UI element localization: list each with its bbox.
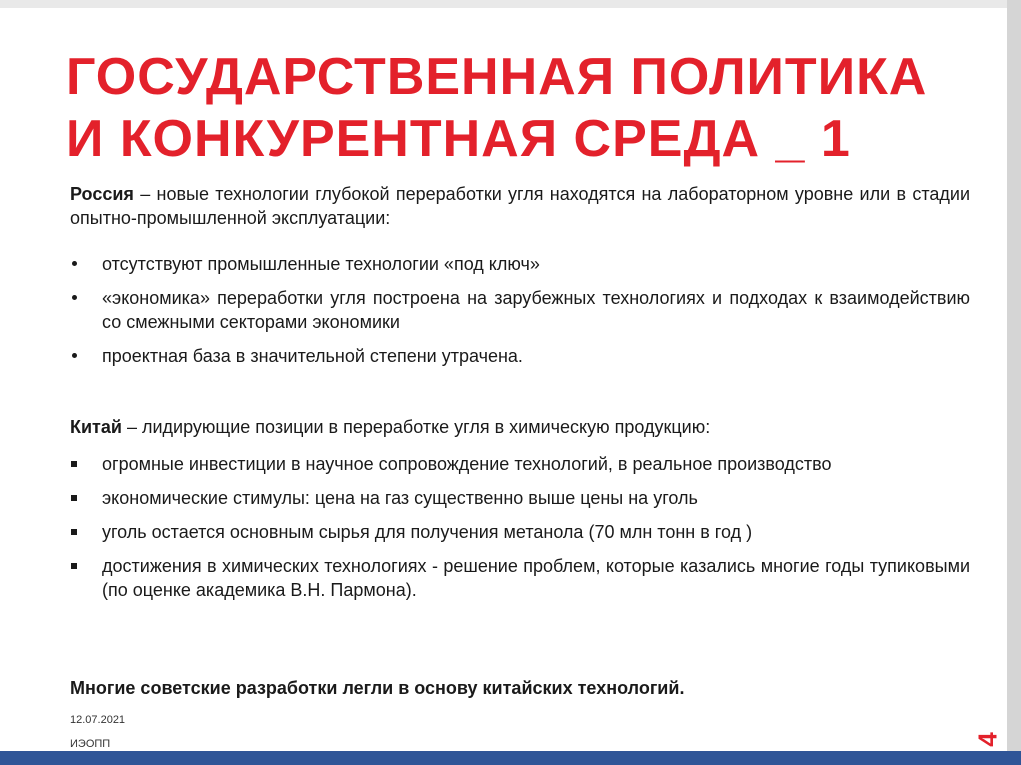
- russia-intro-text: – новые технологии глубокой переработки угля находятся на лабораторном уровне или в стадии опытно-промышленной эксплуатации:: [70, 184, 970, 228]
- conclusion-text: Многие советские разработки легли в основу китайских технологий.: [70, 678, 685, 698]
- slide-title: [66, 46, 996, 170]
- window-top-edge: [0, 0, 1021, 8]
- china-list: [70, 452, 970, 602]
- list-item: огромные инвестиции в научное сопровождение технологий, в реальное производство: [70, 452, 970, 476]
- footer-organization: ИЭОПП: [70, 738, 111, 750]
- slide-title-line-1: ГОСУДАРСТВЕННАЯ ПОЛИТИКА: [66, 48, 928, 106]
- list-item: отсутствуют промышленные технологии «под ключ»: [70, 252, 970, 276]
- list-item: уголь остается основным сырья для получения метанола (70 млн тонн в год ): [70, 520, 970, 544]
- window-right-edge: [1007, 0, 1021, 765]
- russia-list: [70, 252, 970, 368]
- china-intro-text: – лидирующие позиции в переработке угля в химическую продукцию:: [121, 417, 711, 437]
- china-intro: [70, 415, 970, 439]
- slide-title-line-2: И КОНКУРЕНТНАЯ СРЕДА _ 1: [66, 110, 851, 168]
- taskbar-strip: [0, 751, 1021, 765]
- russia-label: Россия: [70, 184, 134, 204]
- page-number: 4: [972, 732, 1003, 747]
- list-item: достижения в химических технологиях - решение проблем, которые казались многие годы тупиковыми (по оценке академика В.Н. Пармона).: [70, 554, 970, 602]
- china-label: Китай: [70, 417, 122, 437]
- list-item: проектная база в значительной степени утрачена.: [70, 344, 970, 368]
- list-item: экономические стимулы: цена на газ существенно выше цены на уголь: [70, 486, 970, 510]
- presentation-slide: [0, 8, 1007, 751]
- russia-intro: [70, 182, 970, 230]
- list-item: «экономика» переработки угля построена на зарубежных технологиях и подходах к взаимодействию со смежными секторами экономики: [70, 286, 970, 334]
- footer-date: 12.07.2021: [70, 714, 126, 726]
